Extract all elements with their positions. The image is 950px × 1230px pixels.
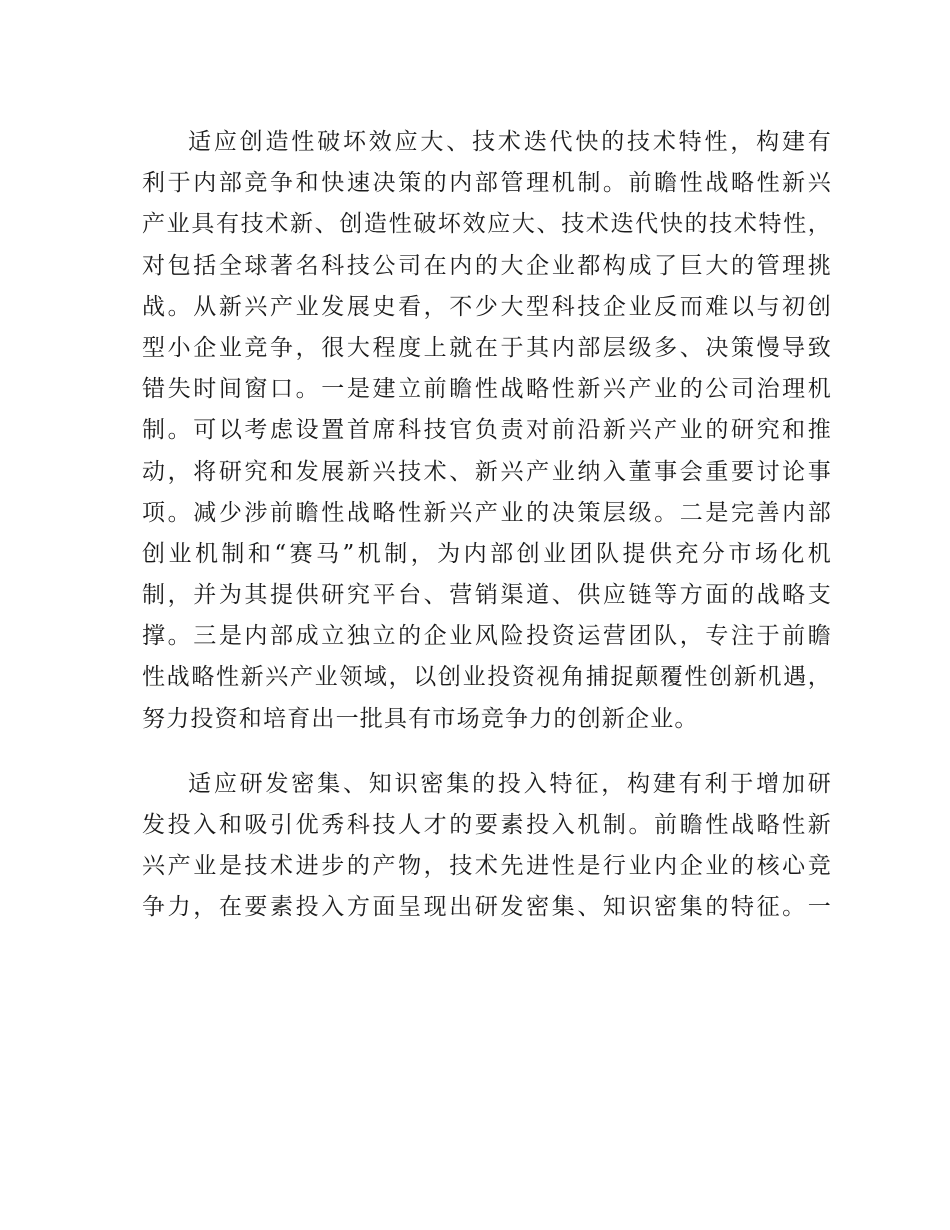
document-body — [142, 122, 832, 929]
paragraph-1 — [142, 122, 832, 740]
text-line: 适应研发密集、知识密集的投入特征，构建有利于增加研 — [188, 770, 832, 797]
text-line: 产业具有技术新、创造性破坏效应大、技术迭代快的技术特性， — [142, 211, 832, 238]
text-line: 创业机制和“赛马”机制，为内部创业团队提供充分市场化机 — [142, 540, 832, 567]
text-line: 型小企业竞争，很大程度上就在于其内部层级多、决策慢导致 — [142, 334, 832, 361]
text-line: 发投入和吸引优秀科技人才的要素投入机制。前瞻性战略性新 — [142, 812, 832, 838]
text-line: 项。减少涉前瞻性战略性新兴产业的决策层级。二是完善内部 — [142, 499, 832, 526]
text-line: 努力投资和培育出一批具有市场竞争力的创新企业。 — [142, 705, 699, 732]
text-line: 利于内部竞争和快速决策的内部管理机制。前瞻性战略性新兴 — [142, 170, 832, 197]
text-line: 兴产业是技术进步的产物，技术先进性是行业内企业的核心竞 — [142, 853, 832, 880]
paragraph-spacer — [142, 740, 832, 764]
paragraph-2 — [142, 764, 832, 929]
text-line: 争力，在要素投入方面呈现出研发密集、知识密集的特征。一 — [142, 894, 832, 921]
text-line: 制，并为其提供研究平台、营销渠道、供应链等方面的战略支 — [142, 582, 832, 609]
text-line: 战。从新兴产业发展史看，不少大型科技企业反而难以与初创 — [142, 293, 832, 320]
text-line: 制。可以考虑设置首席科技官负责对前沿新兴产业的研究和推 — [142, 417, 832, 444]
text-line: 性战略性新兴产业领域，以创业投资视角捕捉颠覆性创新机遇， — [142, 664, 832, 691]
text-line: 撑。三是内部成立独立的企业风险投资运营团队，专注于前瞻 — [142, 623, 832, 650]
text-line: 适应创造性破坏效应大、技术迭代快的技术特性，构建有 — [188, 129, 832, 155]
text-line: 动，将研究和发展新兴技术、新兴产业纳入董事会重要讨论事 — [142, 458, 832, 485]
text-line: 对包括全球著名科技公司在内的大企业都构成了巨大的管理挑 — [142, 252, 832, 279]
text-line: 错失时间窗口。一是建立前瞻性战略性新兴产业的公司治理机 — [142, 376, 832, 403]
